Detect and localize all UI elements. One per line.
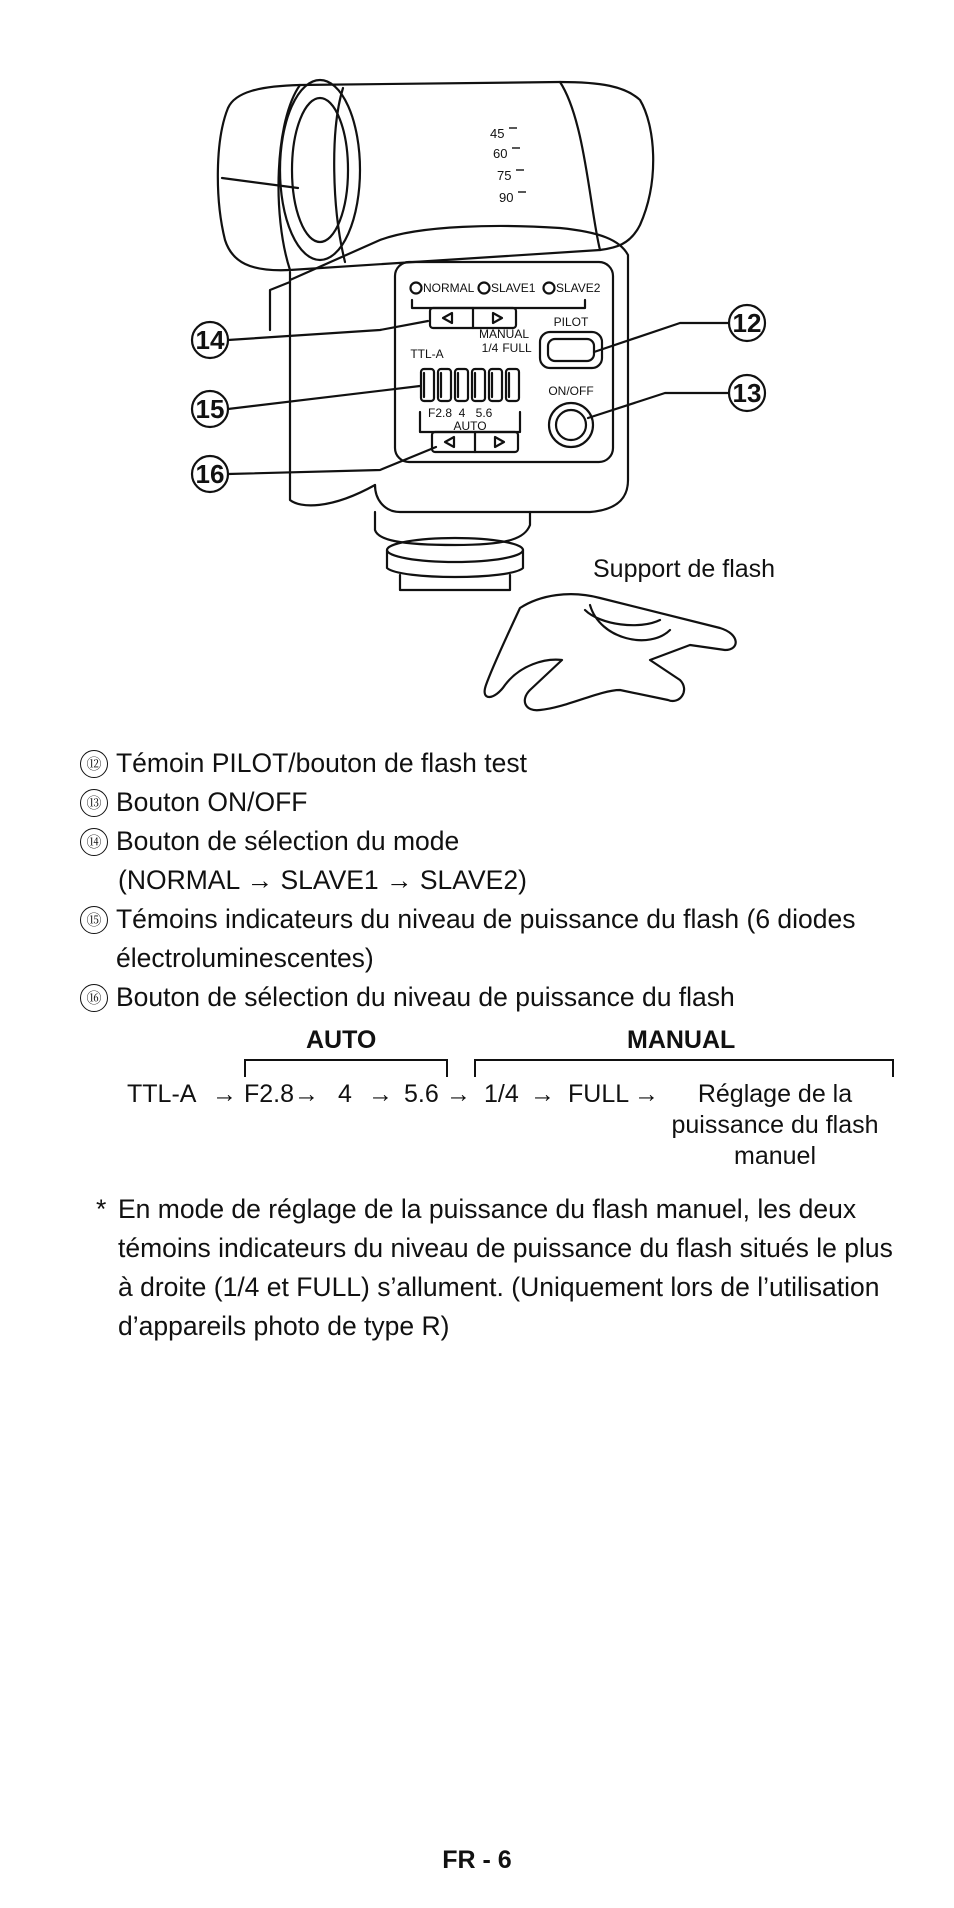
step-f28: F2.8 (244, 1080, 295, 1108)
step-quarter: 1/4 (484, 1080, 519, 1108)
scale-mark-75: 75 (497, 168, 512, 183)
manual-note: Réglage de la puissance du flash manuel (671, 1080, 879, 1170)
legend-item-13 (80, 783, 900, 822)
callout-13: 13 (732, 378, 762, 408)
label-normal: NORMAL (423, 281, 475, 295)
parts-legend (80, 744, 900, 1017)
manual-bracket (474, 1059, 894, 1077)
label-auto: AUTO (453, 419, 487, 433)
label-slave2: SLAVE2 (556, 281, 601, 295)
legend-item-15 (80, 900, 900, 978)
arrow: → (212, 1080, 237, 1108)
manual-bracket-label: MANUAL (627, 1026, 736, 1054)
label-onoff: ON/OFF (548, 384, 594, 398)
footnote (96, 1190, 898, 1346)
legend-number: ⑯ (80, 984, 108, 1012)
label-slave1: SLAVE1 (491, 281, 536, 295)
level-leds (421, 369, 519, 401)
auto-bracket (244, 1059, 448, 1077)
arrow: → (294, 1080, 319, 1108)
scale-mark-45: 45 (490, 126, 505, 141)
callout-15: 15 (195, 394, 225, 424)
callout-14: 14 (195, 325, 225, 355)
callout-16: 16 (195, 459, 225, 489)
arrow: → (530, 1080, 555, 1108)
step-56: 5.6 (404, 1080, 439, 1108)
step-full: FULL (568, 1080, 630, 1108)
mode-flow-diagram (0, 1022, 954, 1182)
label-f56: 5.6 (475, 406, 493, 420)
legend-subtext: (NORMAL → SLAVE1 → SLAVE2) (118, 865, 527, 895)
legend-item-14 (80, 822, 900, 861)
label-ttla: TTL-A (410, 347, 444, 361)
flash-stand (485, 594, 736, 710)
label-manual: MANUAL (478, 327, 530, 341)
shoe-label: Support de flash (593, 555, 776, 583)
legend-text: Bouton de sélection du niveau de puissance du flash (116, 982, 735, 1012)
label-pilot: PILOT (553, 315, 589, 329)
legend-text: Bouton de sélection du mode (116, 826, 460, 856)
callout-12: 12 (732, 308, 762, 338)
scale-mark-60: 60 (493, 146, 508, 161)
label-f4: 4 (458, 406, 466, 420)
label-f28: F2.8 (427, 406, 453, 420)
auto-bracket-label: AUTO (306, 1026, 377, 1054)
step-ttla: TTL-A (127, 1080, 197, 1108)
legend-text: Témoin PILOT/bouton de flash test (116, 748, 527, 778)
label-quarter: 1/4 (481, 341, 499, 355)
label-full: FULL (502, 341, 532, 355)
legend-item-16 (80, 978, 900, 1017)
pilot-button (540, 332, 602, 368)
footnote-star: * (96, 1194, 107, 1224)
page-number: FR - 6 (442, 1846, 512, 1874)
legend-number: ⑬ (80, 789, 108, 817)
arrow: → (634, 1080, 659, 1108)
legend-number: ⑫ (80, 750, 108, 778)
legend-text: Témoins indicateurs du niveau de puissance du flash (6 diodes électroluminescentes) (116, 904, 856, 973)
legend-item-12 (80, 744, 900, 783)
scale-mark-90: 90 (499, 190, 514, 205)
legend-number: ⑭ (80, 828, 108, 856)
legend-text: Bouton ON/OFF (116, 787, 308, 817)
footnote-text: En mode de réglage de la puissance du flash manuel, les deux témoins indicateurs du niveau de puissance du flash situés le plus à droite (1/4 et FULL) s’allument. (Uniquement lors de l’utilisation d’appareils photo de type R) (118, 1194, 893, 1341)
step-4: 4 (338, 1080, 352, 1108)
flash-unit-illustration (0, 0, 954, 735)
legend-number: ⑮ (80, 906, 108, 934)
arrow: → (368, 1080, 393, 1108)
arrow: → (446, 1080, 471, 1108)
